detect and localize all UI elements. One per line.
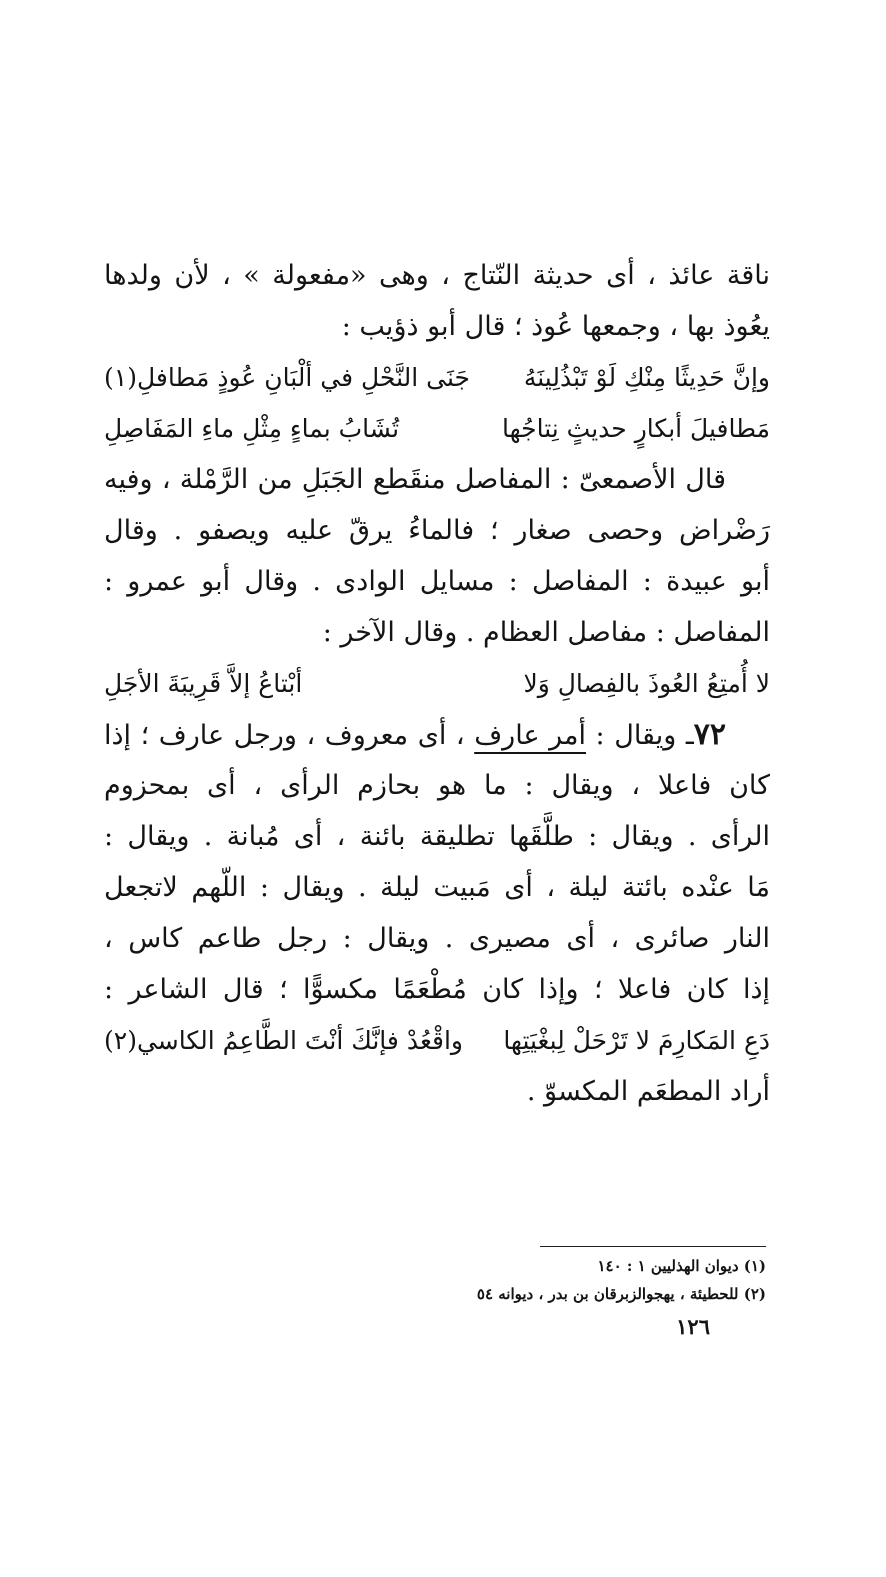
underlined-term: أمر عارف [474,720,586,751]
verse-second-hemistich [104,352,470,403]
verse-first-hemistich: وإنَّ حَدِيثًا مِنْكِ لَوْ تَبْذُلِينَهُ [523,363,770,392]
paragraph-rest: ، أى معروف ، ورجل عارف ؛ إذا [104,720,475,751]
text-line: ناقة عائذ ، أى حديثة النّتاج ، وهى «مفعولة » ، لأن ولدها [104,260,770,291]
footnotes [340,1252,766,1308]
footnote-marker: (١) [104,363,137,392]
closing-line: أراد المطعَم المكسوّ . [526,1076,770,1107]
main-text [104,250,770,1117]
footnote: (٢) للحطيئة ، يهجوالزبرقان بن بدر ، ديوانه ٥٤ [476,1285,766,1303]
text-line: المفاصل : مفاصل العظام . وقال الآخر : [322,617,770,648]
text-line: يعُوذ بها ، وجمعها عُوذ ؛ قال أبو ذؤيب : [341,311,770,342]
paragraph-lead: ويقال : [585,720,677,751]
verse-first-hemistich: دَعِ المَكارِمَ لا تَرْحَلْ لِبغْيَتِها [503,1026,770,1055]
verse-second-hemistich-text: جَنَى النَّحْلِ في ألْبَانِ عُوذٍ مَطافلِ [136,363,470,392]
verse-second-hemistich: أبْتاعُ إلاَّ قَرِيبَةَ الأجَلِ [104,669,303,698]
poem-verse [104,403,770,454]
paragraph-dash: ـ [685,720,694,751]
paragraph-72-line [104,709,770,760]
paragraph-number: ٧٢ [693,717,726,752]
text-line: إذا كان فاعلا ؛ وإذا كان مُطْعَمًا مكسوًّا ؛ قال الشاعر : [104,974,770,1005]
footnote-marker: (٢) [104,1026,137,1055]
text-line: مَا عنْده بائتة ليلة ، أى مَبيت ليلة . ويقال : اللّهم لاتجعل [104,872,770,903]
text-line: كان فاعلا ، ويقال : ما هو بحازم الرأى ، أى بمحزوم [104,770,770,801]
text-line: النار صائرى ، أى مصيرى . ويقال : رجل طاعم كاس ، [104,923,770,954]
verse-second-hemistich-text: واقْعُدْ فإنَّكَ أنْتَ الطَّاعِمُ الكاسي [136,1026,463,1055]
text-line: رَضْراض وحصى صغار ؛ فالماءُ يرقّ عليه ويصفو . وقال [104,515,770,546]
verse-first-hemistich: مَطافيلَ أبكارٍ حديثٍ نِتاجُها [502,414,770,443]
verse-second-hemistich: تُشَابُ بماءٍ مِثْلِ ماءِ المَفَاصِلِ [104,414,400,443]
text-line: أبو عبيدة : المفاصل : مسايل الوادى . وقال أبو عمرو : [104,566,770,597]
text-line: الرأى . ويقال : طلَّقَها تطليقة بائنة ، أى مُبانة . ويقال : [104,821,770,852]
verse-first-hemistich: لا أُمتِعُ العُوذَ بالفِصالِ وَلا [523,669,770,698]
poem-verse [104,658,770,709]
verse-second-hemistich [104,1015,463,1066]
footnote-divider [540,1246,766,1247]
text-line: قال الأصمعىّ : المفاصل منقَطع الجَبَلِ من الرَّمْلة ، وفيه [104,464,726,495]
footnote: (١) ديوان الهذليين ١ : ١٤٠ [597,1257,766,1275]
poem-verse [104,1015,770,1066]
page-number: ١٢٦ [676,1314,710,1339]
poem-verse [104,352,770,403]
